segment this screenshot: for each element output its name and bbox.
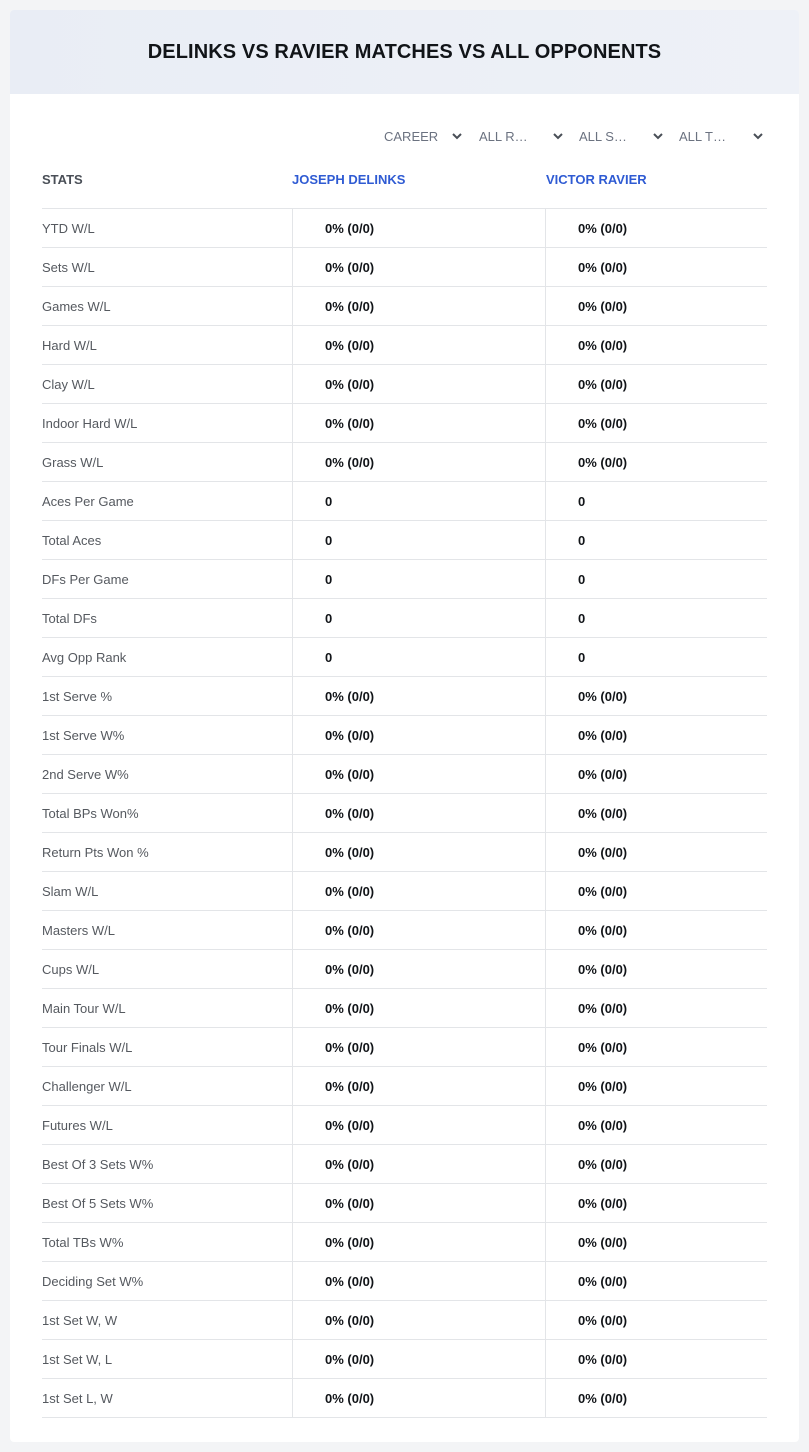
player2-cell	[545, 599, 768, 637]
player2-value: 0	[578, 533, 586, 548]
player2-value: 0% (0/0)	[578, 260, 628, 275]
player2-cell	[545, 1223, 768, 1261]
player1-cell	[292, 989, 546, 1027]
player1-cell	[292, 1301, 546, 1339]
player2-value: 0% (0/0)	[578, 1118, 628, 1133]
stat-label: Total TBs W%	[42, 1235, 124, 1250]
stats-column-header: STATS	[42, 172, 83, 187]
player2-value: 0% (0/0)	[578, 299, 628, 314]
stat-label: Best Of 3 Sets W%	[42, 1157, 154, 1172]
player1-value: 0% (0/0)	[325, 767, 375, 782]
stat-label: Clay W/L	[42, 377, 95, 392]
player1-cell	[292, 1106, 546, 1144]
table-header	[42, 170, 767, 208]
table-row	[42, 1106, 767, 1145]
player2-value: 0	[578, 650, 586, 665]
stat-label: Main Tour W/L	[42, 1001, 126, 1016]
table-row	[42, 560, 767, 599]
stat-label: DFs Per Game	[42, 572, 129, 587]
stats-card	[10, 10, 799, 1442]
stat-label: Total Aces	[42, 533, 102, 548]
stat-label: Slam W/L	[42, 884, 99, 899]
player1-value: 0% (0/0)	[325, 377, 375, 392]
player1-value: 0% (0/0)	[325, 923, 375, 938]
stat-label: Deciding Set W%	[42, 1274, 144, 1289]
player2-cell	[545, 716, 768, 754]
table-row	[42, 833, 767, 872]
player2-cell	[545, 833, 768, 871]
table-row	[42, 1067, 767, 1106]
player1-cell	[292, 833, 546, 871]
stat-label: 2nd Serve W%	[42, 767, 129, 782]
round-filter-dropdown[interactable]	[479, 124, 565, 148]
player1-value: 0% (0/0)	[325, 1313, 375, 1328]
player1-cell	[292, 326, 546, 364]
table-row	[42, 638, 767, 677]
table-row	[42, 1301, 767, 1340]
player1-value: 0% (0/0)	[325, 1274, 375, 1289]
table-row	[42, 989, 767, 1028]
player2-value: 0% (0/0)	[578, 416, 628, 431]
table-row	[42, 872, 767, 911]
player1-cell	[292, 638, 546, 676]
stat-label: 1st Serve W%	[42, 728, 125, 743]
table-row	[42, 716, 767, 755]
filter-bar	[10, 124, 799, 148]
player1-cell	[292, 482, 546, 520]
player2-cell	[545, 638, 768, 676]
player1-value: 0% (0/0)	[325, 416, 375, 431]
player2-cell	[545, 677, 768, 715]
player2-value: 0% (0/0)	[578, 221, 628, 236]
table-row	[42, 1028, 767, 1067]
stat-label: Games W/L	[42, 299, 111, 314]
player2-value: 0% (0/0)	[578, 1079, 628, 1094]
surface-filter-dropdown[interactable]	[579, 124, 665, 148]
player2-cell	[545, 326, 768, 364]
player1-cell	[292, 560, 546, 598]
table-row	[42, 1379, 767, 1418]
player1-value: 0% (0/0)	[325, 806, 375, 821]
stat-label: Tour Finals W/L	[42, 1040, 133, 1055]
player2-value: 0% (0/0)	[578, 1391, 628, 1406]
filter-label: ALL T…	[679, 128, 726, 144]
player2-cell	[545, 209, 768, 247]
player1-value: 0% (0/0)	[325, 221, 375, 236]
player1-cell	[292, 755, 546, 793]
player1-cell	[292, 443, 546, 481]
table-row	[42, 677, 767, 716]
player2-value: 0% (0/0)	[578, 1196, 628, 1211]
player1-cell	[292, 287, 546, 325]
stat-label: 1st Serve %	[42, 689, 113, 704]
player1-value: 0% (0/0)	[325, 338, 375, 353]
stat-label: Aces Per Game	[42, 494, 134, 509]
player2-value: 0	[578, 494, 586, 509]
table-row	[42, 794, 767, 833]
player2-cell	[545, 482, 768, 520]
table-row	[42, 1262, 767, 1301]
player2-value: 0% (0/0)	[578, 962, 628, 977]
stat-label: Masters W/L	[42, 923, 115, 938]
table-row	[42, 326, 767, 365]
player1-value: 0% (0/0)	[325, 455, 375, 470]
player2-cell	[545, 1067, 768, 1105]
player1-column-header[interactable]: JOSEPH DELINKS	[292, 172, 406, 187]
player2-cell	[545, 1262, 768, 1300]
filter-label: CAREER	[384, 128, 439, 144]
page-header	[10, 10, 799, 94]
filter-label: ALL R…	[479, 128, 528, 144]
player1-value: 0% (0/0)	[325, 1079, 375, 1094]
player2-value: 0% (0/0)	[578, 1352, 628, 1367]
player2-cell	[545, 443, 768, 481]
player1-value: 0	[325, 611, 333, 626]
table-row	[42, 248, 767, 287]
chevron-down-icon	[450, 129, 464, 143]
player1-cell	[292, 950, 546, 988]
player2-cell	[545, 872, 768, 910]
table-row	[42, 1145, 767, 1184]
player1-value: 0% (0/0)	[325, 299, 375, 314]
player1-cell	[292, 365, 546, 403]
player1-value: 0% (0/0)	[325, 1352, 375, 1367]
player2-cell	[545, 1379, 768, 1417]
player1-cell	[292, 1145, 546, 1183]
player1-value: 0% (0/0)	[325, 260, 375, 275]
player1-value: 0% (0/0)	[325, 1001, 375, 1016]
player1-value: 0% (0/0)	[325, 728, 375, 743]
player1-value: 0% (0/0)	[325, 1391, 375, 1406]
table-row	[42, 482, 767, 521]
player2-value: 0% (0/0)	[578, 845, 628, 860]
player2-value: 0	[578, 572, 586, 587]
player2-value: 0% (0/0)	[578, 377, 628, 392]
player2-cell	[545, 755, 768, 793]
player1-cell	[292, 1262, 546, 1300]
table-row	[42, 599, 767, 638]
player1-value: 0% (0/0)	[325, 1196, 375, 1211]
player2-value: 0% (0/0)	[578, 884, 628, 899]
player1-value: 0% (0/0)	[325, 884, 375, 899]
table-row	[42, 287, 767, 326]
stat-label: Grass W/L	[42, 455, 104, 470]
player2-cell	[545, 287, 768, 325]
chevron-down-icon	[651, 129, 665, 143]
stat-label: 1st Set W, W	[42, 1313, 118, 1328]
table-row	[42, 755, 767, 794]
player2-value: 0% (0/0)	[578, 338, 628, 353]
chevron-down-icon	[751, 129, 765, 143]
player2-value: 0% (0/0)	[578, 1313, 628, 1328]
player1-cell	[292, 1379, 546, 1417]
career-filter-dropdown[interactable]	[384, 124, 464, 148]
tournament-filter-dropdown[interactable]	[679, 124, 765, 148]
player1-cell	[292, 716, 546, 754]
stat-label: 1st Set L, W	[42, 1391, 113, 1406]
stat-label: 1st Set W, L	[42, 1352, 113, 1367]
player2-cell	[545, 950, 768, 988]
player1-value: 0% (0/0)	[325, 1118, 375, 1133]
player1-value: 0	[325, 494, 333, 509]
table-row	[42, 404, 767, 443]
player1-value: 0% (0/0)	[325, 845, 375, 860]
player1-value: 0% (0/0)	[325, 962, 375, 977]
player2-cell	[545, 989, 768, 1027]
player2-cell	[545, 1301, 768, 1339]
player1-cell	[292, 794, 546, 832]
player1-value: 0	[325, 650, 333, 665]
player2-value: 0% (0/0)	[578, 1157, 628, 1172]
player1-cell	[292, 1067, 546, 1105]
player2-cell	[545, 1340, 768, 1378]
stat-label: Challenger W/L	[42, 1079, 132, 1094]
player2-value: 0% (0/0)	[578, 1274, 628, 1289]
player1-cell	[292, 248, 546, 286]
player1-cell	[292, 1340, 546, 1378]
filter-label: ALL S…	[579, 128, 627, 144]
player1-value: 0	[325, 572, 333, 587]
player1-cell	[292, 911, 546, 949]
player2-value: 0% (0/0)	[578, 767, 628, 782]
player2-cell	[545, 365, 768, 403]
player2-column-header[interactable]: VICTOR RAVIER	[546, 172, 647, 187]
chevron-down-icon	[551, 129, 565, 143]
table-row	[42, 1223, 767, 1262]
stat-label: Best Of 5 Sets W%	[42, 1196, 154, 1211]
stat-label: Return Pts Won %	[42, 845, 149, 860]
table-row	[42, 1340, 767, 1379]
player1-cell	[292, 209, 546, 247]
stats-table-body	[42, 208, 767, 1418]
player2-value: 0	[578, 611, 586, 626]
player1-value: 0% (0/0)	[325, 1157, 375, 1172]
table-row	[42, 521, 767, 560]
player2-value: 0% (0/0)	[578, 728, 628, 743]
player2-cell	[545, 404, 768, 442]
player1-value: 0% (0/0)	[325, 1040, 375, 1055]
player1-cell	[292, 677, 546, 715]
player2-value: 0% (0/0)	[578, 923, 628, 938]
player2-value: 0% (0/0)	[578, 806, 628, 821]
stat-label: Cups W/L	[42, 962, 100, 977]
stat-label: Sets W/L	[42, 260, 95, 275]
player1-value: 0% (0/0)	[325, 1235, 375, 1250]
page-title: DELINKS VS RAVIER MATCHES VS ALL OPPONENTS	[147, 40, 662, 63]
player2-cell	[545, 794, 768, 832]
player2-value: 0% (0/0)	[578, 455, 628, 470]
table-row	[42, 911, 767, 950]
player2-cell	[545, 560, 768, 598]
player2-value: 0% (0/0)	[578, 1235, 628, 1250]
table-row	[42, 1184, 767, 1223]
stat-label: Total DFs	[42, 611, 97, 626]
table-row	[42, 443, 767, 482]
player1-cell	[292, 1028, 546, 1066]
stat-label: Total BPs Won%	[42, 806, 139, 821]
player1-cell	[292, 872, 546, 910]
player1-cell	[292, 1223, 546, 1261]
stat-label: YTD W/L	[42, 221, 95, 236]
stat-label: Hard W/L	[42, 338, 97, 353]
stat-label: Indoor Hard W/L	[42, 416, 138, 431]
table-row	[42, 365, 767, 404]
player2-cell	[545, 1145, 768, 1183]
player1-cell	[292, 521, 546, 559]
player2-cell	[545, 248, 768, 286]
player1-cell	[292, 404, 546, 442]
player2-cell	[545, 521, 768, 559]
player2-cell	[545, 911, 768, 949]
player1-cell	[292, 599, 546, 637]
player2-cell	[545, 1028, 768, 1066]
stat-label: Futures W/L	[42, 1118, 113, 1133]
player2-value: 0% (0/0)	[578, 1040, 628, 1055]
player2-value: 0% (0/0)	[578, 689, 628, 704]
player2-cell	[545, 1184, 768, 1222]
player2-value: 0% (0/0)	[578, 1001, 628, 1016]
table-row	[42, 209, 767, 248]
player2-cell	[545, 1106, 768, 1144]
table-row	[42, 950, 767, 989]
player1-value: 0	[325, 533, 333, 548]
player1-cell	[292, 1184, 546, 1222]
player1-value: 0% (0/0)	[325, 689, 375, 704]
stat-label: Avg Opp Rank	[42, 650, 127, 665]
